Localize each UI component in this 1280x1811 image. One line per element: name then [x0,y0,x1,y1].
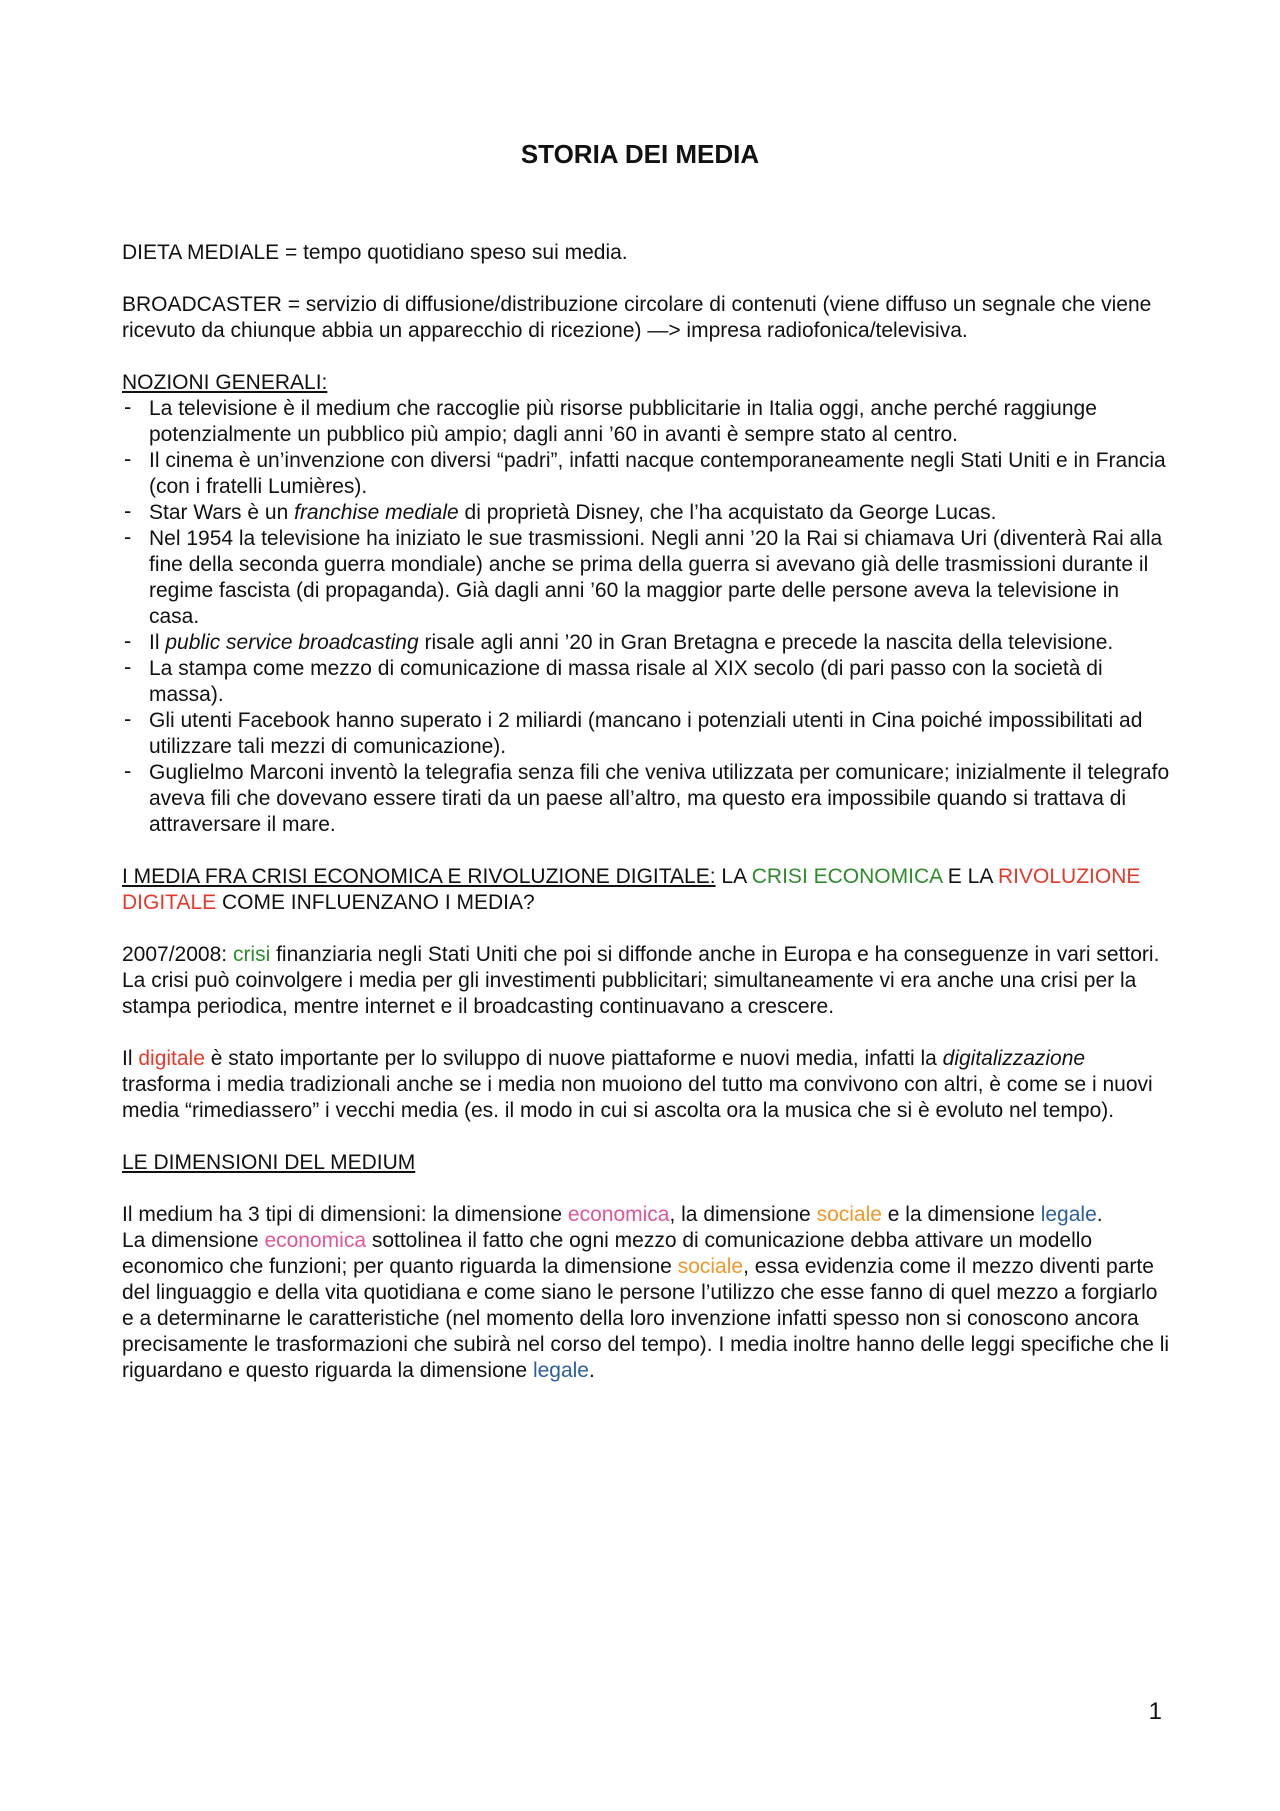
page-number: 1 [1148,1698,1162,1725]
highlight-sociale: sociale [816,1203,882,1226]
highlight-crisi: crisi [232,943,271,966]
heading-underlined-part: I MEDIA FRA CRISI ECONOMICA E RIVOLUZIONE DIGITALE: [122,865,716,888]
list-item-text: La televisione è il medium che raccoglie più risorse pubblicitarie in Italia oggi, anche perché raggiunge potenzialmente un pubblico più ampio; dagli anni ’60 in avanti è sempre stato al centro. [149,397,1097,446]
paragraph-digitale [122,1046,1170,1124]
paragraph-crisi [122,942,1170,1020]
document-body [122,240,1170,1384]
emphasis-text: public service broadcasting [165,631,419,654]
highlight-sociale: sociale [677,1255,744,1278]
paragraph-text: trasforma i media tradizionali anche se i media non muoiono del tutto ma convivono con altri, è come se i nuovi media “rimediassero” i vecchi media (es. il modo in cui si ascolta ora la musica che si è evoluto nel tempo). [122,1073,1153,1122]
highlight-legale: legale [1040,1203,1097,1226]
paragraph-text: . [1096,1203,1103,1226]
paragraph-text: Il [122,1047,139,1070]
list-item [122,448,1170,500]
paragraph-text: , essa evidenzia come il mezzo diventi parte del linguaggio e della vita quotidiana e come siano le persone l’utilizzo che esse fanno di quel mezzo a forgiarlo e a determinarne le caratteristiche (nel momento della loro invenzione infatti spesso non si conoscono ancora precisamente le trasformazioni che subirà nel corso del tempo). I media inoltre hanno delle leggi specifiche che li riguardano e questo riguarda la dimensione [122,1255,1170,1382]
list-item-text: La stampa come mezzo di comunicazione di massa risale al XIX secolo (di pari passo con la società di massa). [149,657,1103,706]
highlight-legale: legale [532,1359,589,1382]
section-heading-dimensioni: LE DIMENSIONI DEL MEDIUM [122,1151,416,1174]
list-item-text: di proprietà Disney, che l’ha acquistato da George Lucas. [458,501,997,524]
emphasis-text: digitalizzazione [942,1047,1086,1070]
paragraph-dimensioni-detail [122,1228,1170,1384]
list-item-text: Il cinema è un’invenzione con diversi “padri”, infatti nacque contemporaneamente negli Stati Uniti e in Francia (con i fratelli Lumières). [149,449,1166,498]
list-item-text: Il [149,631,166,654]
page-title: STORIA DEI MEDIA [520,139,760,169]
list-item-text: Star Wars è un [149,501,295,524]
emphasis-text: franchise mediale [294,501,459,524]
paragraph-text: è stato importante per lo sviluppo di nuove piattaforme e nuovi media, infatti la [204,1047,943,1070]
paragraph-text: finanziaria negli Stati Uniti che poi si diffonde anche in Europa e ha conseguenze in vari settori. La crisi può coinvolgere i media per gli investimenti pubblicitari; simultaneamente vi era anche una crisi per la stampa periodica, mentre internet e il broadcasting continuavano a crescere. [122,943,1160,1018]
highlight-digitale: digitale [138,1047,205,1070]
list-item [122,760,1170,838]
highlight-economica: economica [567,1203,670,1226]
highlight-crisi-economica: CRISI ECONOMICA [751,865,942,888]
paragraph-text: Il medium ha 3 tipi di dimensioni: la dimensione [122,1203,568,1226]
section-heading-media-crisi [122,864,1170,916]
paragraph-text: , la dimensione [669,1203,817,1226]
nozioni-list [122,396,1170,838]
list-item [122,500,1170,526]
broadcaster-definition: BROADCASTER = servizio di diffusione/distribuzione circolare di contenuti (viene diffuso un segnale che viene ricevuto da chiunque abbia un apparecchio di ricezione) —> impresa radiofonica/televisiva. [122,293,1152,342]
list-item-text: Nel 1954 la televisione ha iniziato le sue trasmissioni. Negli anni ’20 la Rai si chiamava Uri (diventerà Rai alla fine della seconda guerra mondiale) anche se prima della guerra si avevano già delle trasmissioni durante il regime fascista (di propaganda). Già dagli anni ’60 la maggior parte delle persone aveva la televisione in casa. [149,527,1163,628]
paragraph-text: La dimensione [122,1229,265,1252]
list-item [122,630,1170,656]
list-item-text: Gli utenti Facebook hanno superato i 2 miliardi (mancano i potenziali utenti in Cina poiché impossibilitati ad utilizzare tali mezzi di comunicazione). [149,709,1143,758]
list-item [122,526,1170,630]
list-item [122,708,1170,760]
paragraph-text: 2007/2008: [122,943,233,966]
paragraph-text: . [589,1359,595,1382]
heading-text: LA [715,865,752,888]
list-item [122,656,1170,708]
highlight-economica: economica [264,1229,366,1252]
heading-text: COME INFLUENZANO I MEDIA? [216,891,535,914]
dieta-mediale-definition: DIETA MEDIALE = tempo quotidiano speso sui media. [122,241,628,264]
paragraph-text: sottolinea il fatto che ogni mezzo di comunicazione debba attivare un modello economico che funzioni; per quanto riguarda la dimensione [122,1229,1093,1278]
section-heading-nozioni: NOZIONI GENERALI: [122,371,328,394]
highlight-rivoluzione-digitale: RIVOLUZIONE DIGITALE [122,865,1141,914]
paragraph-text: e la dimensione [881,1203,1041,1226]
list-item-text: risale agli anni ’20 in Gran Bretagna e precede la nascita della televisione. [418,631,1114,654]
heading-text: E LA [941,865,999,888]
paragraph-dimensioni-intro [122,1202,1170,1228]
list-item [122,396,1170,448]
list-item-text: Guglielmo Marconi inventò la telegrafia senza fili che veniva utilizzata per comunicare; inizialmente il telegrafo aveva fili che dovevano essere tirati da un paese all’altro, ma questo era impossibile quando si trattava di attraversare il mare. [149,761,1170,836]
